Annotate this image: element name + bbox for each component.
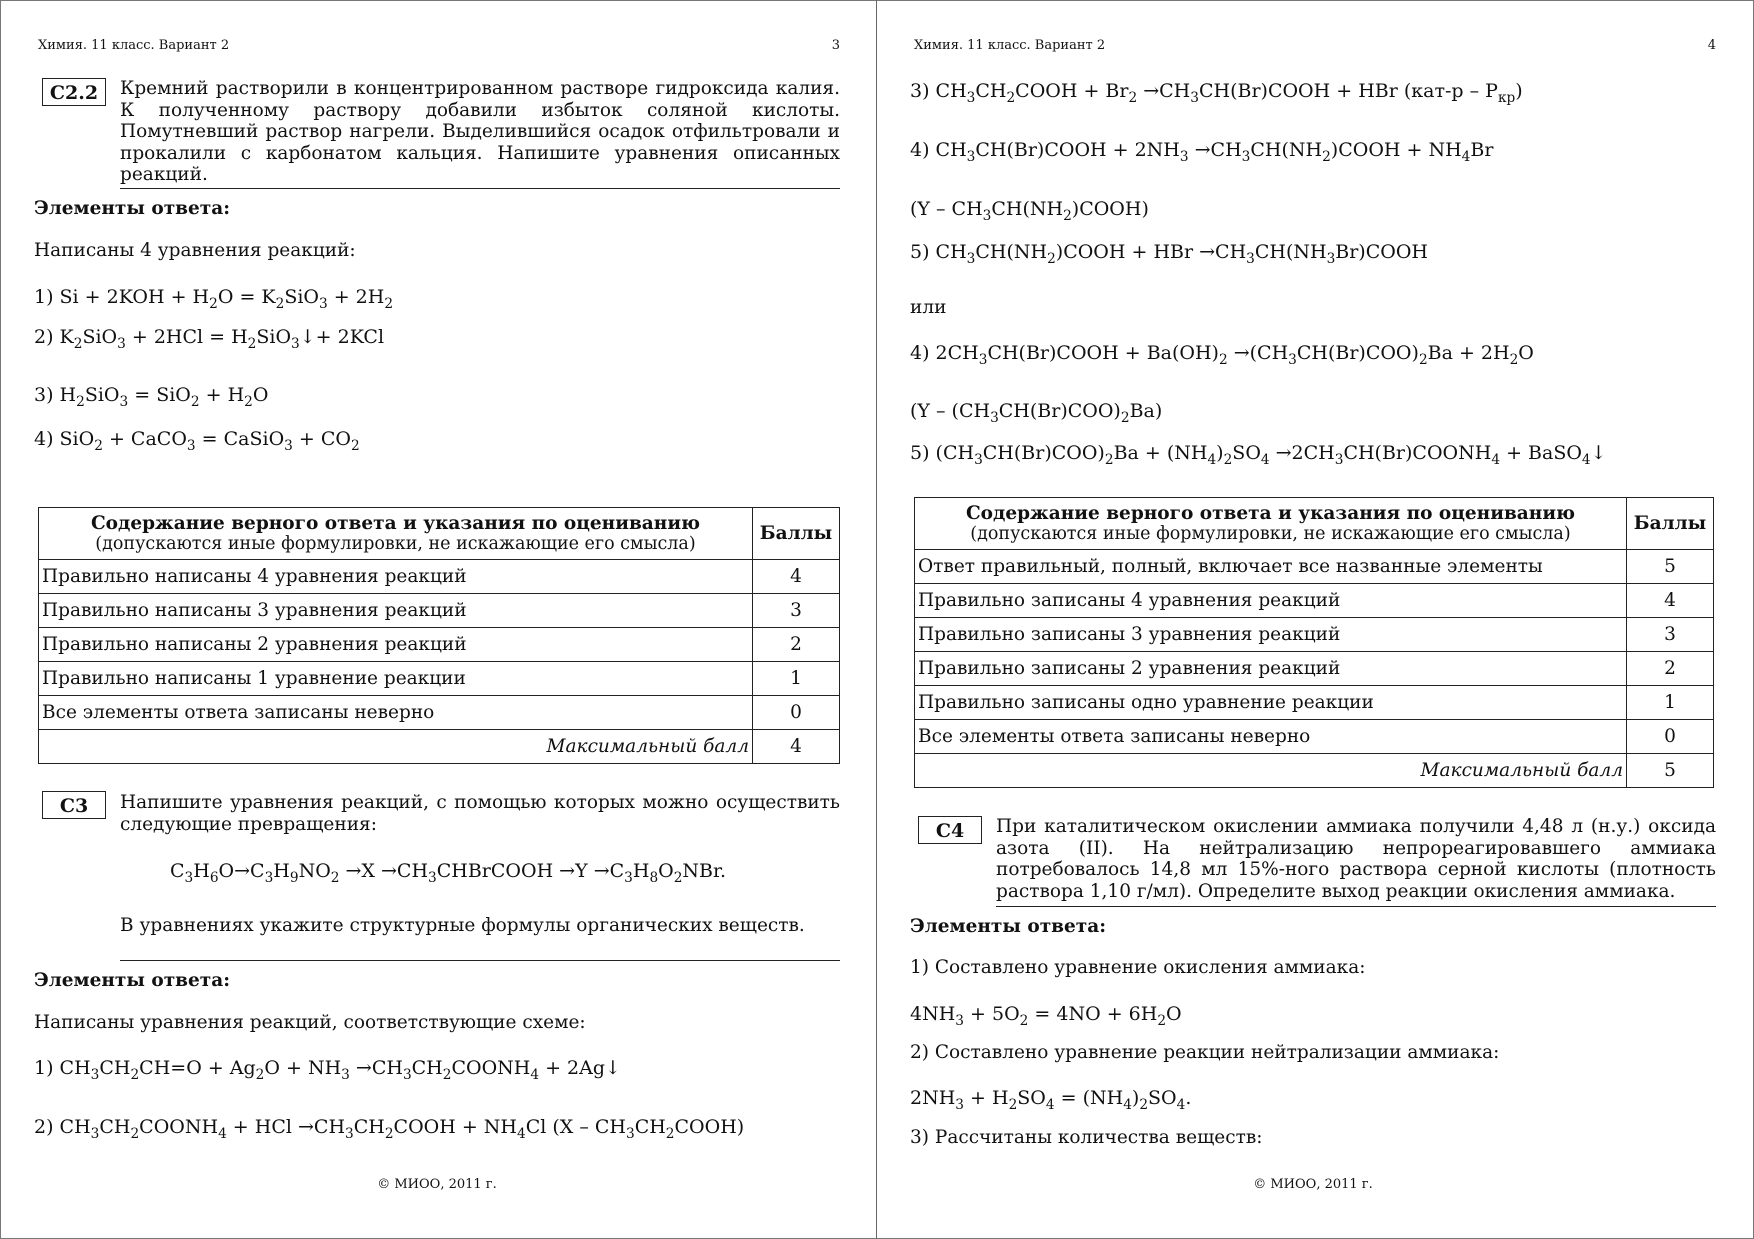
c4-item-2: 2) Составлено уравнение реакции нейтрализации аммиака:: [910, 1042, 1500, 1063]
right-page: [910, 0, 1716, 1239]
table-row: Правильно записаны 2 уравнения реакций 2: [915, 652, 1714, 686]
c2-2-equation-4: 4) SiO$_2$ + CaCO$_3$ = CaSiO$_3$ + $CO_2$: [34, 428, 360, 455]
left-header: Химия. 11 класс. Вариант 2: [38, 38, 230, 53]
c3-y-definition: $(Y - CH_3CH(NH_2)COOH)$: [910, 198, 1149, 225]
table-head-content: Содержание верного ответа и указания по оцениванию (допускаются иные формулировки, не искажающие его смысла): [915, 498, 1627, 550]
c3-equation-2: 2) $CH_3CH_2COONH_4$ + HCl $\to CH_3CH_2COOH + NH_4Cl$ $(X - CH_3CH_2COOH)$: [34, 1116, 745, 1143]
c4-answer-heading: Элементы ответа:: [910, 916, 1107, 937]
table-row: Все элементы ответа записаны неверно 0: [39, 696, 840, 730]
c3-grading-table: [914, 497, 1714, 788]
right-header: Химия. 11 класс. Вариант 2: [914, 38, 1106, 53]
c3-equation-1: 1) $CH_3CH_2CH=O + Ag_2O + NH_3$ $\to CH_3CH_2COONH_4$ + 2Ag↓: [34, 1057, 621, 1084]
table-row: Правильно написаны 3 уравнения реакций 3: [39, 594, 840, 628]
c4-item-3: 3) Рассчитаны количества веществ:: [910, 1127, 1263, 1148]
c3-answer-heading: Элементы ответа:: [34, 970, 231, 991]
table-row: Ответ правильный, полный, включает все названные элементы 5: [915, 550, 1714, 584]
c4-item-1: 1) Составлено уравнение окисления аммиака:: [910, 957, 1366, 978]
task-c3-label: С3: [42, 791, 106, 819]
table-head-content: Содержание верного ответа и указания по оцениванию (допускаются иные формулировки, не искажающие его смысла): [39, 508, 753, 560]
task-c4-text: При каталитическом окислении аммиака получили 4,48 л (н.у.) оксида азота (II). На нейтрализацию непрореагировавшего аммиака потребовалось 14,8 мл 15%-ного раствора серной кислоты (плотность раствора 1,10 г/мл). Определите выход реакции окисления аммиака.: [996, 816, 1716, 902]
task-c2-2-text: Кремний растворили в концентрированном растворе гидроксида калия. К полученному раствору добавили избыток соляной кислоты. Помутневший раствор нагрели. Выделившийся осадок отфильтровали и прокалили с карбонатом кальция. Напишите уравнения описанных реакций.: [120, 78, 840, 185]
table-row: Правильно записаны 4 уравнения реакций 4: [915, 584, 1714, 618]
task-c3-rule: [120, 960, 840, 961]
left-page-number: 3: [831, 38, 840, 53]
table-row-max: Максимальный балл 4: [39, 730, 840, 764]
table-head-points: Баллы: [753, 508, 840, 560]
c3-equation-4: 4) $CH_3CH(Br)COOH + 2NH_3$ $\to CH_3CH(NH_2)COOH + NH_4Br$: [910, 139, 1494, 166]
table-row: Правильно написаны 4 уравнения реакций 4: [39, 560, 840, 594]
right-page-number: 4: [1707, 38, 1716, 53]
c3-alt-equation-4: 4) $2CH_3CH(Br)COOH + Ba(OH)_2 \to(CH_3CH(Br)COO)_2Ba + 2H_2O$: [910, 342, 1534, 369]
left-footer: © МИОО, 2011 г.: [377, 1177, 497, 1192]
c3-or: или: [910, 297, 947, 318]
table-row-max: Максимальный балл 5: [915, 754, 1714, 788]
table-row: Правильно записаны 3 уравнения реакций 3: [915, 618, 1714, 652]
c2-2-grading-table: [38, 507, 840, 764]
right-footer: © МИОО, 2011 г.: [1253, 1177, 1373, 1192]
c2-2-equation-2: 2) $K_2SiO_3 + 2HCl$ = $H_2SiO_3↓+ 2KCl$: [34, 326, 385, 353]
c3-scheme: $C_3H_6O\to C_3H_9NO_2 \to X$ $\to CH_3CHBrCOOH \to Y \to C_3H_8O_2NBr$.: [170, 860, 727, 887]
c3-intro: Написаны уравнения реакций, соответствующие схеме:: [34, 1012, 586, 1033]
c2-2-answer-heading: Элементы ответа:: [34, 198, 231, 219]
c3-note: В уравнениях укажите структурные формулы органических веществ.: [120, 915, 805, 936]
table-head-points: Баллы: [1627, 498, 1714, 550]
c3-equation-3: 3) $CH_3CH_2COOH + Br_2$ $\to CH_3CH(Br)COOH$ + HBr $(кат-р - P_{кр})$: [910, 80, 1523, 107]
task-c2-2-label: С2.2: [42, 78, 106, 106]
c2-2-intro: Написаны 4 уравнения реакций:: [34, 240, 356, 261]
c3-equation-5: 5) $CH_3CH(NH_2)COOH$ + HBr $\to CH_3CH(NH_3Br)COOH$: [910, 241, 1428, 268]
table-row: Все элементы ответа записаны неверно 0: [915, 720, 1714, 754]
c3-alt-equation-5: 5) $(CH_3CH(Br)COO)_2Ba + (NH_4)_2SO_4$ $\to 2CH_3CH(Br)COONH_4$ + BaSO$_4$↓: [910, 442, 1607, 469]
task-c2-2-rule: [120, 188, 840, 189]
table-row: Правильно записаны одно уравнение реакции 1: [915, 686, 1714, 720]
c4-equation-1: $4NH_3 + 5O_2 = 4NO + 6H_2O$: [910, 1003, 1182, 1030]
left-page: [34, 0, 840, 1239]
c2-2-equation-3: 3) $H_2SiO_3 = SiO_2 + H_2O$: [34, 384, 269, 411]
c4-equation-2: $2NH_3 + H_2SO_4 = (NH_4)_2SO_4$.: [910, 1087, 1192, 1114]
table-row: Правильно написаны 2 уравнения реакций 2: [39, 628, 840, 662]
task-c4-rule: [996, 906, 1716, 907]
task-c4-label: С4: [918, 816, 982, 844]
task-c3-text: Напишите уравнения реакций, с помощью которых можно осуществить следующие превращения:: [120, 792, 840, 835]
page-divider: [876, 0, 877, 1239]
table-row: Правильно написаны 1 уравнение реакции 1: [39, 662, 840, 696]
c2-2-equation-1: 1) $Si + 2KOH + H_2O = K_2SiO_3 + 2H_2$: [34, 286, 394, 313]
c3-alt-y-definition: $(Y - (CH_3CH(Br)COO)_2Ba)$: [910, 400, 1163, 427]
